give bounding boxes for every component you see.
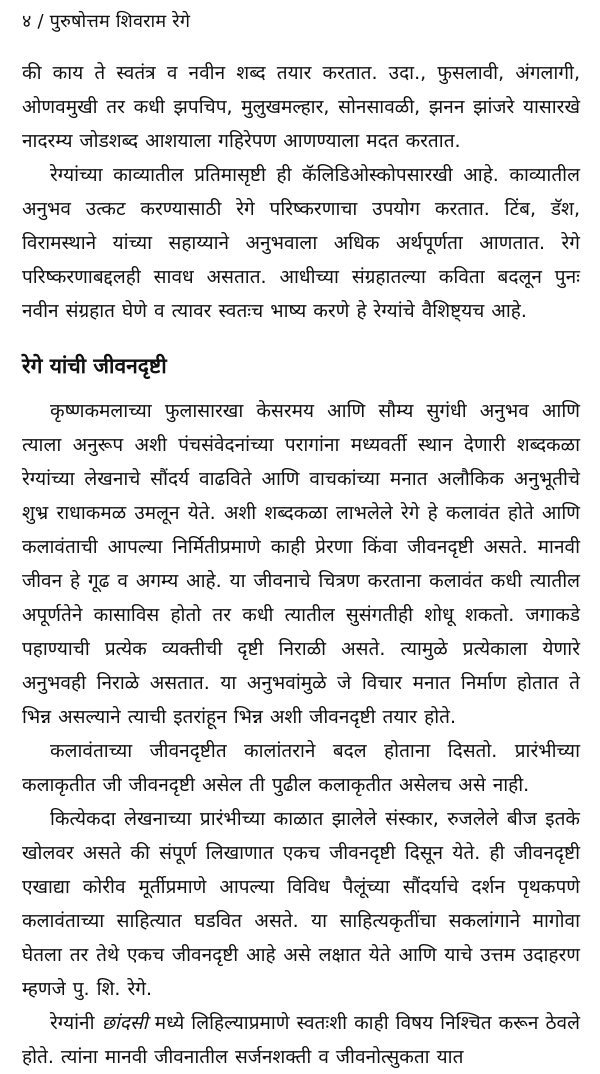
paragraph-imagery: रेग्यांच्या काव्यातील प्रतिमासृष्टी ही कॅलिडिओस्कोपसारखी आहे. काव्यातील अनुभव उत्कट करण्यासाठी रेगे परिष्करणाचा उपयोग करतात. टिंब, डॅश, विरामस्थाने यांच्या सहाय्याने अनुभवाला अधिक अर्थपूर्णता आणतात. रेगे परिष्करणाबद्दलही सावध असतात. आधीच्या संग्रहातल्या कविता बदलून पुनः नवीन संग्रहात घेणे व त्यावर स्वतःच भाष्य करणे हे रेग्यांचे वैशिष्ट्यच आहे. (22, 164, 580, 322)
chhandasi-suffix: मध्ये लिहिल्याप्रमाणे स्वतःशी काही विषय निश्चित करून ठेवले होते. त्यांना मानवी जीवनातील सर्जनशक्ती व जीवनोत्सुकता यात (22, 1012, 580, 1068)
paragraph-single-vision: कित्येकदा लेखनाच्या प्रारंभीच्या काळात झालेले संस्कार, रुजलेले बीज इतके खोलवर असते की संपूर्ण लिखाणात एकच जीवनदृष्टी दिसून येते. ही जीवनदृष्टी एखाद्या कोरीव मूर्तीप्रमाणे आपल्या विविध पैलूंच्या सौंदर्याचे दर्शन पृथकपणे कलावंताच्या साहित्यात घडवित असते. या साहित्यकृतींचा सकलांगाने मागोवा घेतला तर तेथे एकच जीवनदृष्टी आहे असे लक्षात येते आणि याचे उत्तम उदाहरण म्हणजे पु. शि. रेगे. (22, 808, 580, 1000)
book-page (22, 10, 580, 1074)
chhandasi-prefix: रेग्यांनी (50, 1012, 102, 1034)
paragraph-chhandasi (22, 1006, 580, 1074)
running-head: ४ / पुरुषोत्तम शिवराम रेगे (22, 11, 191, 32)
chhandasi-title: छांदसी (101, 1012, 148, 1034)
paragraph-continuation: की काय ते स्वतंत्र व नवीन शब्द तयार करतात. उदा., फुसलावी, अंगलागी, ओणवमुखी तर कधी झपचिप, मुलुखमल्हार, सोनसावळी, झनन झांजरे यासारखे नादरम्य जोडशब्द आशयाला गहिरेपण आणण्याला मदत करतात. (22, 62, 580, 152)
paragraph-worldview: कृष्णकमलाच्या फुलासारखा केसरमय आणि सौम्य सुगंधी अनुभव आणि त्याला अनुरूप अशी पंचसंवेदनांच्या परागांना मध्यवर्ती स्थान देणारी शब्दकळा रेग्यांच्या लेखनाचे सौंदर्य वाढविते आणि वाचकांच्या मनात अलौकिक अनुभूतीचे शुभ्र राधाकमळ उमलून येते. अशी शब्दकळा लाभलेले रेगे हे कलावंत होते आणि कलावंताची आपल्या निर्मितीप्रमाणे काही प्रेरणा किंवा जीवनदृष्टी असते. मानवी जीवन हे गूढ व अगम्य आहे. या जीवनाचे चित्रण करताना कलावंत कधी त्यातील अपूर्णतेने कासाविस होतो तर कधी त्यातील सुसंगतीही शोधू शकतो. जगाकडे पहाण्याची प्रत्येक व्यक्तीची दृष्टी निराळी असते. त्यामुळे प्रत्येकाला येणारे अनुभवही निराळे असतात. या अनुभवांमुळे जे विचार मनात निर्माण होतात ते भिन्न असल्याने त्याची इतरांहून भिन्न अशी जीवनदृष्टी तयार होते. (22, 400, 580, 728)
section-heading: रेगे यांची जीवनदृष्टी (22, 354, 167, 378)
paragraph-change: कलावंताच्या जीवनदृष्टीत कालांतराने बदल होताना दिसतो. प्रारंभीच्या कलाकृतीत जी जीवनदृष्टी असेल ती पुढील कलाकृतीत असेलच असे नाही. (22, 740, 580, 796)
